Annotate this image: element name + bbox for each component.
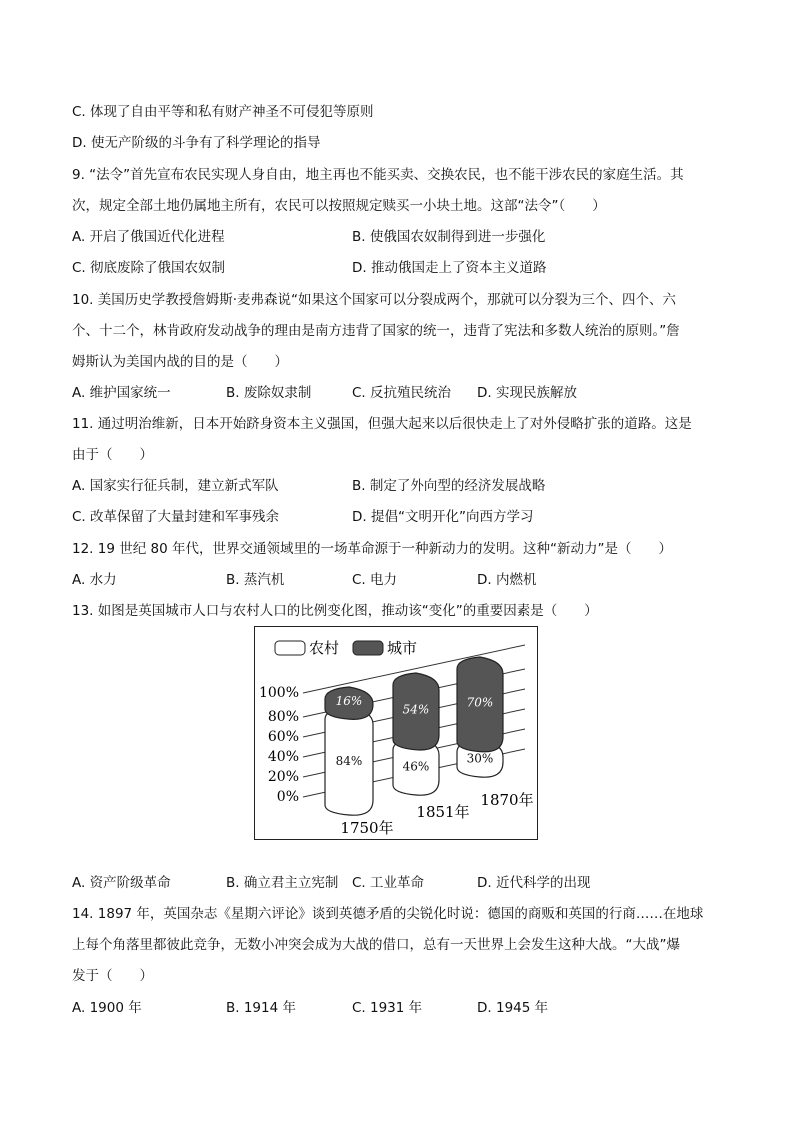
q13-option-d: D. 近代科学的出现: [477, 875, 591, 891]
urban-value-label: 54%: [402, 702, 430, 717]
q12-option-d: D. 内燃机: [477, 572, 537, 588]
rural-value-label: 84%: [335, 754, 363, 769]
q12-option-a: A. 水力: [72, 572, 117, 588]
chart-svg: [255, 627, 537, 839]
q12-option-b: B. 蒸汽机: [226, 572, 285, 588]
legend-label-urban: 城市: [387, 639, 418, 657]
chart-bars: [325, 657, 503, 815]
y-tick-label: 0%: [276, 789, 299, 805]
category-label-1851: 1851年: [416, 803, 470, 821]
q8-option-c: C. 体现了自由平等和私有财产神圣不可侵犯等原则: [72, 104, 374, 120]
y-tick-label: 20%: [267, 769, 299, 785]
legend-swatch-urban: [353, 641, 383, 655]
q10-option-a: A. 维护国家统一: [72, 385, 171, 401]
q14-stem-line1: 14. 1897 年，英国杂志《星期六评论》谈到英德矛盾的尖锐化时说：德国的商贩和英国的行商……在地球: [72, 906, 704, 922]
chart-legend: [275, 639, 417, 657]
q9-option-a: A. 开启了俄国近代化进程: [72, 229, 225, 245]
population-ratio-chart: [254, 626, 538, 840]
y-tick-label: 100%: [258, 685, 299, 701]
q12-option-c: C. 电力: [352, 572, 398, 588]
q10-stem-line1: 10. 美国历史学教授詹姆斯·麦弗森说“如果这个国家可以分裂成两个，那就可以分裂为三个、四个、六: [72, 292, 677, 308]
legend-swatch-rural: [275, 641, 305, 655]
urban-value-label: 70%: [466, 695, 494, 710]
y-tick-label: 60%: [267, 729, 299, 745]
q9-option-c: C. 彻底废除了俄国农奴制: [72, 260, 226, 276]
category-label-1750: 1750年: [340, 819, 394, 837]
q11-option-b: B. 制定了外向型的经济发展战略: [352, 478, 546, 494]
urban-value-label: 16%: [335, 694, 363, 709]
q11-stem-line2: 由于（ ）: [72, 447, 153, 463]
y-tick-label: 80%: [267, 709, 299, 725]
q9-stem-line2: 次，规定全部土地仍属地主所有，农民可以按照规定赎买一小块土地。这部“法令”（ ）: [72, 198, 606, 214]
q12-stem-line1: 12. 19 世纪 80 年代，世界交通领域里的一场革命源于一种新动力的发明。这种“新动力”是（ ）: [72, 541, 672, 557]
q10-stem-line2: 个、十二个，林肯政府发动战争的理由是南方违背了国家的统一，违背了宪法和多数人统治的原则。”詹: [72, 323, 680, 339]
q14-option-a: A. 1900 年: [72, 1000, 142, 1016]
q9-stem-line1: 9. “法令”首先宣布农民实现人身自由，地主再也不能买卖、交换农民，也不能干涉农民的家庭生活。其: [72, 167, 684, 183]
q10-stem-line3: 姆斯认为美国内战的目的是（ ）: [72, 354, 288, 370]
q14-stem-line2: 上每个角落里都彼此竞争，无数小冲突会成为大战的借口，总有一天世界上会发生这种大战。“大战”爆: [72, 937, 680, 953]
rural-value-label: 46%: [402, 759, 430, 774]
q8-option-d: D. 使无产阶级的斗争有了科学理论的指导: [72, 135, 321, 151]
y-tick-label: 40%: [267, 749, 299, 765]
q11-option-c: C. 改革保留了大量封建和军事残余: [72, 509, 280, 525]
q14-option-c: C. 1931 年: [352, 1000, 423, 1016]
q11-option-a: A. 国家实行征兵制，建立新式军队: [72, 478, 279, 494]
q11-stem-line1: 11. 通过明治维新，日本开始跻身资本主义强国，但强大起来以后很快走上了对外侵略扩张的道路。这是: [72, 416, 692, 432]
rural-value-label: 30%: [466, 751, 494, 766]
q9-option-d: D. 推动俄国走上了资本主义道路: [352, 260, 547, 276]
q13-option-c: C. 工业革命: [352, 875, 425, 891]
q13-option-b: B. 确立君主立宪制: [226, 875, 339, 891]
q14-option-d: D. 1945 年: [477, 1000, 549, 1016]
q9-option-b: B. 使俄国农奴制得到进一步强化: [352, 229, 546, 245]
q10-option-d: D. 实现民族解放: [477, 385, 577, 401]
q13-stem-line1: 13. 如图是英国城市人口与农村人口的比例变化图，推动该“变化”的重要因素是（ ）: [72, 603, 598, 619]
legend-label-rural: 农村: [309, 639, 340, 657]
y-axis: [259, 685, 299, 805]
q11-option-d: D. 提倡“文明开化”向西方学习: [352, 509, 534, 525]
q14-option-b: B. 1914 年: [226, 1000, 296, 1016]
category-label-1870: 1870年: [480, 791, 534, 809]
q10-option-b: B. 废除奴隶制: [226, 385, 312, 401]
q14-stem-line3: 发于（ ）: [72, 968, 153, 984]
q13-option-a: A. 资产阶级革命: [72, 875, 171, 891]
q10-option-c: C. 反抗殖民统治: [352, 385, 452, 401]
